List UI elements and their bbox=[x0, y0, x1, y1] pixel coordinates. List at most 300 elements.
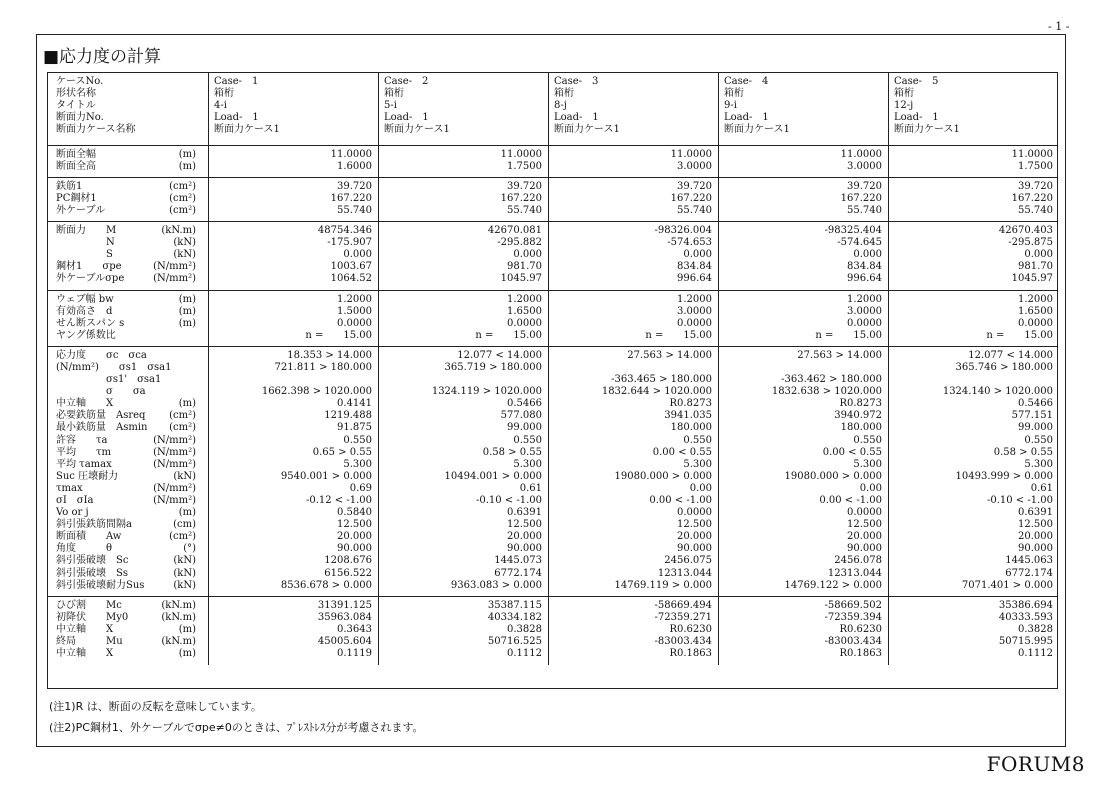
case-5-values bbox=[888, 350, 1053, 592]
row-label-text: 許容 τa bbox=[56, 434, 108, 446]
header-labels bbox=[56, 76, 136, 136]
row-unit: (kN) bbox=[173, 249, 196, 261]
table-cell: 1324.119 > 1020.000 bbox=[431, 386, 542, 398]
row-label bbox=[56, 422, 196, 434]
table-cell: 577.080 bbox=[500, 410, 542, 422]
table-section bbox=[48, 146, 1057, 178]
table-cell: 0.3828 bbox=[1018, 624, 1053, 636]
table-header bbox=[48, 73, 1057, 146]
table-cell: 12.500 bbox=[337, 519, 372, 531]
case-header-line: Load- 1 bbox=[724, 112, 769, 124]
case-header-line: Case- 5 bbox=[894, 76, 939, 87]
table-cell: 39.720 bbox=[337, 180, 372, 192]
column-divider bbox=[208, 73, 209, 145]
table-cell: 3941.035 bbox=[664, 410, 712, 422]
table-cell: 35386.694 bbox=[998, 599, 1053, 611]
row-label-text: 終局 Mu bbox=[56, 636, 123, 648]
row-unit: (N/mm²) bbox=[153, 446, 196, 458]
case-2-values bbox=[378, 149, 542, 173]
row-label-text: ウェブ幅 bw bbox=[56, 293, 114, 305]
case-4-values bbox=[718, 225, 882, 285]
table-cell: 42670.081 bbox=[487, 225, 542, 236]
row-label bbox=[56, 612, 196, 624]
table-cell: 0.000 bbox=[1024, 249, 1053, 261]
row-label-text: 断面全幅 bbox=[56, 148, 96, 160]
table-cell: -72359.271 bbox=[654, 611, 712, 623]
case-5-values bbox=[888, 181, 1053, 217]
table-cell: 48754.346 bbox=[317, 225, 372, 236]
table-cell bbox=[208, 374, 372, 386]
table-cell: 14769.122 > 0.000 bbox=[784, 579, 882, 591]
table-cell: R0.8273 bbox=[669, 398, 712, 410]
row-unit: (cm²) bbox=[169, 531, 196, 543]
row-label-text: せん断スパン s bbox=[56, 317, 125, 329]
table-cell: 1.6500 bbox=[507, 305, 542, 317]
row-label bbox=[56, 471, 196, 483]
table-cell: 1.2000 bbox=[677, 293, 712, 305]
case-header-1 bbox=[214, 76, 280, 136]
table-cell: 90.000 bbox=[507, 543, 542, 555]
row-label-text: 角度 θ bbox=[56, 543, 113, 555]
table-cell: 981.70 bbox=[507, 261, 542, 273]
row-unit: (m) bbox=[178, 624, 196, 636]
table-cell: n = 15.00 bbox=[986, 329, 1053, 341]
table-cell: 55.740 bbox=[337, 204, 372, 216]
row-label bbox=[56, 205, 196, 217]
row-unit: (cm²) bbox=[169, 180, 196, 192]
case-5-values bbox=[888, 149, 1053, 173]
row-unit: (kN) bbox=[173, 579, 196, 591]
case-2-values bbox=[378, 294, 542, 342]
row-unit: (kN) bbox=[173, 470, 196, 482]
table-cell: -72359.394 bbox=[824, 611, 882, 623]
table-cell: 1.7500 bbox=[507, 160, 542, 172]
row-label-text: 初降伏 My0 bbox=[56, 611, 129, 623]
header-label: 断面力No. bbox=[56, 112, 104, 124]
table-cell: 11.0000 bbox=[840, 148, 882, 160]
table-cell: -58669.502 bbox=[824, 599, 882, 611]
table-cell: -98326.004 bbox=[654, 225, 712, 236]
table-cell: 2456.075 bbox=[664, 555, 712, 567]
row-label-text: σ σa bbox=[56, 386, 146, 398]
case-header-5 bbox=[894, 76, 960, 136]
table-cell: 20.000 bbox=[337, 531, 372, 543]
table-cell: 12.077 < 14.000 bbox=[457, 349, 542, 361]
table-cell bbox=[548, 362, 712, 374]
table-cell: 50716.525 bbox=[487, 636, 542, 648]
table-cell: -363.465 > 180.000 bbox=[611, 374, 712, 386]
table-cell: 1.2000 bbox=[507, 293, 542, 305]
table-cell: 5.300 bbox=[1024, 458, 1053, 470]
table-cell: 20.000 bbox=[677, 531, 712, 543]
row-unit: (N/mm²) bbox=[153, 273, 196, 285]
table-cell: 0.4141 bbox=[337, 398, 372, 410]
table-cell: 3.0000 bbox=[847, 160, 882, 172]
case-3-values bbox=[548, 294, 712, 342]
table-cell: -98325.404 bbox=[824, 225, 882, 236]
row-label-text: σI σIa bbox=[56, 495, 94, 507]
stress-calc-table bbox=[47, 72, 1058, 689]
row-unit: (kN) bbox=[173, 567, 196, 579]
table-cell: 39.720 bbox=[507, 180, 542, 192]
row-label bbox=[56, 624, 196, 636]
table-cell: 91.875 bbox=[337, 422, 372, 434]
case-header-line: 箱桁 bbox=[554, 88, 574, 100]
table-cell: 0.6391 bbox=[507, 507, 542, 519]
table-cell: 365.746 > 180.000 bbox=[955, 361, 1053, 373]
table-cell: 0.00 bbox=[689, 482, 712, 494]
table-cell: 0.1112 bbox=[1018, 648, 1053, 660]
case-header-3 bbox=[554, 76, 620, 136]
page-title: ■応力度の計算 bbox=[43, 47, 162, 67]
column-divider bbox=[548, 73, 549, 145]
table-section bbox=[48, 178, 1057, 222]
case-header-line: 断面力ケース1 bbox=[894, 124, 960, 136]
row-unit: (N/mm²) bbox=[153, 458, 196, 470]
table-cell: 19080.000 > 0.000 bbox=[614, 470, 712, 482]
row-unit: (m) bbox=[178, 507, 196, 519]
table-cell: 0.0000 bbox=[847, 317, 882, 329]
case-2-values bbox=[378, 181, 542, 217]
table-cell: 42670.403 bbox=[998, 225, 1053, 236]
table-cell: 27.563 > 14.000 bbox=[797, 349, 882, 361]
row-label bbox=[56, 483, 196, 495]
table-cell: 1219.488 bbox=[324, 410, 372, 422]
table-cell: 1045.97 bbox=[500, 273, 542, 285]
case-3-values bbox=[548, 600, 712, 660]
table-cell: 167.220 bbox=[670, 192, 712, 204]
row-label-text: 斜引張破壊 Sc bbox=[56, 555, 129, 567]
table-cell: 167.220 bbox=[500, 192, 542, 204]
table-cell: 365.719 > 180.000 bbox=[444, 361, 542, 373]
table-cell: 35963.084 bbox=[317, 611, 372, 623]
table-cell: 40333.593 bbox=[998, 611, 1053, 623]
table-cell: 1324.140 > 1020.000 bbox=[942, 386, 1053, 398]
row-unit: (cm²) bbox=[169, 204, 196, 216]
row-unit: (m) bbox=[178, 398, 196, 410]
row-label bbox=[56, 237, 196, 249]
case-4-values bbox=[718, 294, 882, 342]
row-label-text: 断面積 Aw bbox=[56, 531, 122, 543]
row-label-text: σs1' σsa1 bbox=[56, 374, 162, 386]
table-cell: 167.220 bbox=[330, 192, 372, 204]
case-header-line: Load- 1 bbox=[384, 112, 429, 124]
row-label bbox=[56, 318, 196, 330]
row-unit: (m) bbox=[178, 305, 196, 317]
table-cell: 0.550 bbox=[853, 434, 882, 446]
case-5-values bbox=[888, 294, 1053, 342]
row-labels bbox=[56, 149, 196, 173]
row-label bbox=[56, 435, 196, 447]
table-cell: 981.70 bbox=[1018, 261, 1053, 273]
row-label-text: 中立軸 X bbox=[56, 624, 114, 636]
table-cell: 0.00 < -1.00 bbox=[649, 495, 712, 507]
row-label-text: 鉄筋1 bbox=[56, 180, 83, 192]
table-cell: 12313.044 bbox=[657, 567, 712, 579]
table-cell: 2456.078 bbox=[834, 555, 882, 567]
table-cell: n = 15.00 bbox=[305, 329, 372, 341]
table-cell: 0.550 bbox=[1024, 434, 1053, 446]
table-cell: 39.720 bbox=[1018, 180, 1053, 192]
table-cell: 0.61 bbox=[519, 482, 542, 494]
row-label bbox=[56, 555, 196, 567]
row-label bbox=[56, 447, 196, 459]
table-cell: 1045.97 bbox=[1011, 273, 1053, 285]
table-cell: 19080.000 > 0.000 bbox=[784, 470, 882, 482]
table-cell: -363.462 > 180.000 bbox=[781, 374, 882, 386]
case-header-line: Case- 4 bbox=[724, 76, 769, 87]
table-cell: 0.000 bbox=[513, 249, 542, 261]
table-cell: 1.2000 bbox=[1018, 293, 1053, 305]
row-label-text: τmax bbox=[56, 482, 83, 494]
table-cell: 90.000 bbox=[677, 543, 712, 555]
table-cell: 20.000 bbox=[507, 531, 542, 543]
row-label bbox=[56, 636, 196, 648]
table-cell: 0.000 bbox=[683, 249, 712, 261]
column-divider bbox=[888, 73, 889, 145]
table-cell: 167.220 bbox=[840, 192, 882, 204]
table-cell: 11.0000 bbox=[1011, 148, 1053, 160]
row-label-text: 断面力 M bbox=[56, 225, 117, 236]
case-1-values bbox=[208, 149, 372, 173]
row-label-text: 斜引張破壊耐力Sus bbox=[56, 579, 145, 591]
row-label bbox=[56, 600, 196, 612]
case-header-line: 断面力ケース1 bbox=[724, 124, 790, 136]
table-cell: 180.000 bbox=[670, 422, 712, 434]
row-unit: (m) bbox=[178, 317, 196, 329]
table-cell: -83003.434 bbox=[824, 636, 882, 648]
case-4-values bbox=[718, 181, 882, 217]
table-cell: 27.563 > 14.000 bbox=[627, 349, 712, 361]
case-header-line: 断面力ケース1 bbox=[384, 124, 450, 136]
table-cell: 90.000 bbox=[337, 543, 372, 555]
case-header-line: Load- 1 bbox=[894, 112, 939, 124]
table-cell: 6156.522 bbox=[324, 567, 372, 579]
table-cell: 1208.676 bbox=[324, 555, 372, 567]
table-cell: 1445.073 bbox=[494, 555, 542, 567]
table-cell: 20.000 bbox=[847, 531, 882, 543]
table-cell: 99.000 bbox=[507, 422, 542, 434]
table-cell: R0.1863 bbox=[669, 648, 712, 660]
table-cell: 1.2000 bbox=[847, 293, 882, 305]
table-cell: 0.550 bbox=[513, 434, 542, 446]
table-cell: n = 15.00 bbox=[645, 329, 712, 341]
table-cell: 0.5466 bbox=[507, 398, 542, 410]
table-cell: 0.0000 bbox=[507, 317, 542, 329]
table-cell: 167.220 bbox=[1011, 192, 1053, 204]
row-label bbox=[56, 410, 196, 422]
row-label-text: Vo or j bbox=[56, 507, 89, 519]
row-label bbox=[56, 648, 196, 660]
table-cell: 0.1112 bbox=[507, 648, 542, 660]
case-1-values bbox=[208, 600, 372, 660]
table-cell: 1445.063 bbox=[1005, 555, 1053, 567]
table-cell: R0.1863 bbox=[839, 648, 882, 660]
row-labels bbox=[56, 181, 196, 217]
table-section bbox=[48, 347, 1057, 597]
table-cell: -574.645 bbox=[837, 237, 882, 249]
table-cell: 0.550 bbox=[683, 434, 712, 446]
row-unit: (kN) bbox=[173, 555, 196, 567]
table-cell: 1662.398 > 1020.000 bbox=[261, 386, 372, 398]
case-3-values bbox=[548, 181, 712, 217]
table-cell: 996.64 bbox=[847, 273, 882, 285]
row-unit: (cm²) bbox=[169, 192, 196, 204]
table-cell: 12.077 < 14.000 bbox=[968, 349, 1053, 361]
row-unit: (m) bbox=[178, 148, 196, 160]
table-cell: 0.3828 bbox=[507, 624, 542, 636]
row-labels bbox=[56, 600, 196, 660]
table-cell bbox=[378, 374, 542, 386]
case-3-values bbox=[548, 225, 712, 285]
row-label bbox=[56, 459, 196, 471]
table-cell: 39.720 bbox=[847, 180, 882, 192]
table-cell: 0.00 < -1.00 bbox=[819, 495, 882, 507]
table-cell: 45005.604 bbox=[317, 636, 372, 648]
table-cell: 721.811 > 180.000 bbox=[274, 361, 372, 373]
table-cell: 9363.083 > 0.000 bbox=[450, 579, 542, 591]
table-cell: 1.6500 bbox=[1018, 305, 1053, 317]
row-unit: (cm) bbox=[173, 519, 196, 531]
row-label-text: 有効高さ d bbox=[56, 305, 113, 317]
case-header-line: Case- 1 bbox=[214, 76, 259, 87]
table-cell: 1.6000 bbox=[337, 160, 372, 172]
case-header-line: 12-j bbox=[894, 100, 914, 112]
case-3-values bbox=[548, 149, 712, 173]
table-cell: 40334.182 bbox=[487, 611, 542, 623]
table-cell: 5.300 bbox=[513, 458, 542, 470]
row-unit: (cm²) bbox=[169, 410, 196, 422]
case-4-values bbox=[718, 149, 882, 173]
table-cell: 0.550 bbox=[343, 434, 372, 446]
row-unit: (kN) bbox=[173, 237, 196, 249]
row-label bbox=[56, 362, 196, 374]
header-label: 形状名称 bbox=[56, 88, 96, 100]
table-cell: 3940.972 bbox=[834, 410, 882, 422]
case-1-values bbox=[208, 294, 372, 342]
row-label bbox=[56, 568, 196, 580]
table-cell: -0.10 < -1.00 bbox=[475, 495, 542, 507]
case-header-line: 箱桁 bbox=[894, 88, 914, 100]
case-header-line: Case- 2 bbox=[384, 76, 429, 87]
case-header-4 bbox=[724, 76, 790, 136]
table-cell: 0.69 bbox=[349, 482, 372, 494]
table-cell: -295.875 bbox=[1008, 237, 1053, 249]
table-cell: 0.6391 bbox=[1018, 507, 1053, 519]
table-cell: 1832.638 > 1020.000 bbox=[771, 386, 882, 398]
row-label bbox=[56, 181, 196, 193]
row-unit: (N/mm²) bbox=[153, 482, 196, 494]
row-unit: (kN.m) bbox=[161, 636, 196, 648]
table-cell: n = 15.00 bbox=[815, 329, 882, 341]
table-cell: 0.3643 bbox=[337, 624, 372, 636]
table-cell: 1.7500 bbox=[1018, 160, 1053, 172]
row-label bbox=[56, 386, 196, 398]
row-unit: (kN.m) bbox=[161, 599, 196, 611]
case-1-values bbox=[208, 181, 372, 217]
column-divider bbox=[718, 73, 719, 145]
table-cell: -58669.494 bbox=[654, 599, 712, 611]
table-cell: 14769.119 > 0.000 bbox=[614, 579, 712, 591]
table-cell: 1832.644 > 1020.000 bbox=[601, 386, 712, 398]
table-cell: 5.300 bbox=[343, 458, 372, 470]
table-cell: -295.882 bbox=[497, 237, 542, 249]
table-cell: 0.58 > 0.55 bbox=[993, 446, 1053, 458]
table-cell: 3.0000 bbox=[677, 305, 712, 317]
row-label bbox=[56, 306, 196, 318]
table-cell: 11.0000 bbox=[500, 148, 542, 160]
table-cell: 31391.125 bbox=[317, 599, 372, 611]
row-label-text: 外ケーブルσpe bbox=[56, 273, 125, 285]
table-cell: 11.0000 bbox=[670, 148, 712, 160]
case-5-values bbox=[888, 225, 1053, 285]
footnote-2: (注2)PC鋼材1、外ケーブルでσpe≠0のときは、ﾌﾟﾚｽﾄﾚｽ分が考慮されます。 bbox=[49, 721, 424, 734]
case-header-line: 箱桁 bbox=[214, 88, 234, 100]
row-labels bbox=[56, 294, 196, 342]
case-5-values bbox=[888, 600, 1053, 660]
row-labels bbox=[56, 225, 196, 285]
case-header-line: Load- 1 bbox=[214, 112, 259, 124]
row-label bbox=[56, 374, 196, 386]
row-label-text: 中立軸 X bbox=[56, 398, 114, 410]
table-cell: 6772.174 bbox=[1005, 567, 1053, 579]
case-header-line: 5-i bbox=[384, 100, 397, 112]
header-label: 断面力ケース名称 bbox=[56, 124, 136, 136]
header-label: ケースNo. bbox=[56, 76, 104, 87]
table-cell: 55.740 bbox=[847, 204, 882, 216]
case-2-values bbox=[378, 225, 542, 285]
row-label-text: 応力度 σc σca bbox=[56, 349, 147, 361]
table-cell: 0.61 bbox=[1030, 482, 1053, 494]
row-label bbox=[56, 543, 196, 555]
row-label-text: ひび割 Mc bbox=[56, 599, 122, 611]
table-cell: 8536.678 > 0.000 bbox=[280, 579, 372, 591]
row-label bbox=[56, 249, 196, 261]
table-cell: 0.00 bbox=[859, 482, 882, 494]
table-cell: 55.740 bbox=[1018, 204, 1053, 216]
table-cell: -83003.434 bbox=[654, 636, 712, 648]
table-cell: 0.58 > 0.55 bbox=[482, 446, 542, 458]
table-cell: 0.5466 bbox=[1018, 398, 1053, 410]
table-cell: 12.500 bbox=[1018, 519, 1053, 531]
row-label-text: 平均 τamax bbox=[56, 458, 112, 470]
table-cell: -574.653 bbox=[667, 237, 712, 249]
case-4-values bbox=[718, 350, 882, 592]
row-label-text: 中立軸 X bbox=[56, 648, 114, 660]
row-unit: (N/mm²) bbox=[153, 261, 196, 273]
row-unit: (kN.m) bbox=[161, 225, 196, 236]
table-cell: n = 15.00 bbox=[475, 329, 542, 341]
table-cell: 0.000 bbox=[853, 249, 882, 261]
row-unit: (kN.m) bbox=[161, 611, 196, 623]
case-header-line: 箱桁 bbox=[384, 88, 404, 100]
table-cell: 20.000 bbox=[1018, 531, 1053, 543]
table-cell: 12313.044 bbox=[827, 567, 882, 579]
row-label-text: 鋼材1 σpe bbox=[56, 261, 122, 273]
table-cell: 99.000 bbox=[1018, 422, 1053, 434]
table-cell: 5.300 bbox=[853, 458, 882, 470]
case-header-line: 断面力ケース1 bbox=[554, 124, 620, 136]
table-cell: 39.720 bbox=[677, 180, 712, 192]
row-label-text: 必要鉄筋量 Asreq bbox=[56, 410, 146, 422]
case-2-values bbox=[378, 600, 542, 660]
row-unit: (cm²) bbox=[169, 422, 196, 434]
row-label-text: N bbox=[56, 237, 115, 249]
row-label-text: Suc 圧壊耐力 bbox=[56, 470, 119, 482]
table-cell: R0.8273 bbox=[839, 398, 882, 410]
row-label-text: 平均 τm bbox=[56, 446, 112, 458]
row-label-text: 斜引張破壊 Ss bbox=[56, 567, 128, 579]
